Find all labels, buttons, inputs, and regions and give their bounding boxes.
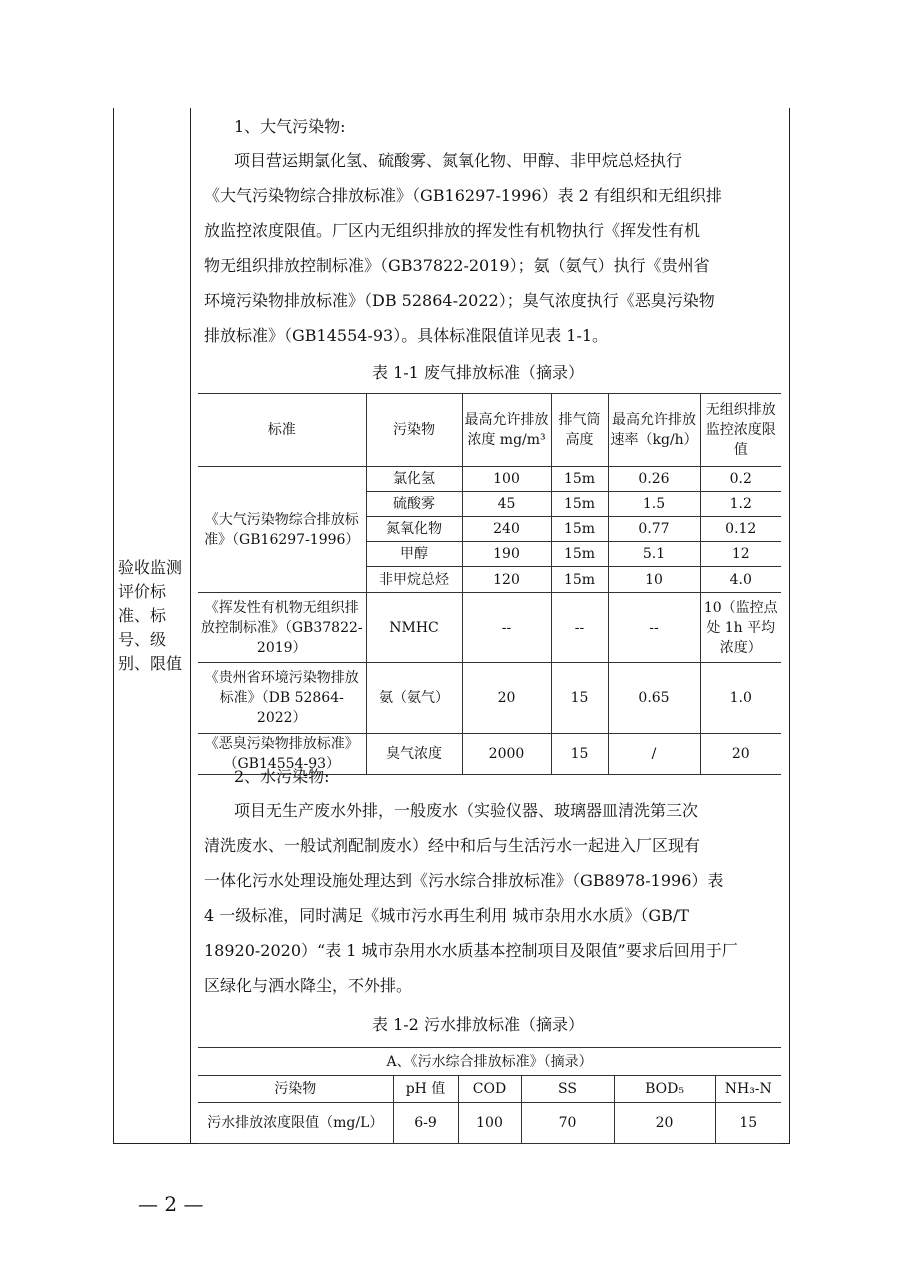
table-cell: 甲醇: [366, 542, 462, 567]
paragraph-line: 排放标准》（GB14554-93）。具体标准限值详见表 1-1。: [204, 326, 609, 345]
column-divider: [190, 108, 191, 1143]
column-header: NH₃-N: [715, 1076, 781, 1103]
standard-cell: 《大气污染物综合排放标准》（GB16297-1996）: [198, 467, 366, 593]
table-cell: 15m: [551, 567, 608, 593]
table-cell: 0.26: [608, 467, 700, 492]
table-cell: 1.2: [700, 492, 781, 517]
standard-cell: 《恶臭污染物排放标准》（GB14554-93）: [198, 734, 366, 775]
table-cell: 氨（氨气）: [366, 663, 462, 734]
table-cell: 10（监控点处 1h 平均浓度）: [700, 593, 781, 663]
table-row: [198, 663, 781, 734]
table-cell: --: [462, 593, 551, 663]
table-cell: 0.65: [608, 663, 700, 734]
paragraph-line: 放监控浓度限值。厂区内无组织排放的挥发性有机物执行《挥发性有机: [204, 221, 701, 240]
column-header: COD: [458, 1076, 521, 1103]
table-subtitle: A、《污水综合排放标准》（摘录）: [198, 1048, 781, 1076]
paragraph-line: 环境污染物排放标准》（DB 52864-2022）；臭气浓度执行《恶臭污染物: [204, 291, 715, 310]
table-cell: 20: [462, 663, 551, 734]
table-cell: 100: [458, 1103, 521, 1144]
table-cell: --: [551, 593, 608, 663]
table-cell: 2000: [462, 734, 551, 775]
table-cell: 240: [462, 517, 551, 542]
table-cell: 190: [462, 542, 551, 567]
table-cell: 12: [700, 542, 781, 567]
paragraph-line: 4 一级标准，同时满足《城市污水再生利用 城市杂用水水质》（GB/T: [204, 906, 689, 925]
table-cell: NMHC: [366, 593, 462, 663]
table-cell: 15m: [551, 542, 608, 567]
standard-cell: 《挥发性有机物无组织排放控制标准》（GB37822-2019）: [198, 593, 366, 663]
column-header: 污染物: [198, 1076, 393, 1103]
table-cell: 5.1: [608, 542, 700, 567]
paragraph-line: 一体化污水处理设施处理达到《污水综合排放标准》（GB8978-1996）表: [204, 871, 724, 890]
section-heading-water: 2、水污染物:: [234, 767, 330, 786]
table-row: [198, 593, 781, 663]
table-cell: 15m: [551, 467, 608, 492]
table-cell: 4.0: [700, 567, 781, 593]
table-cell: 100: [462, 467, 551, 492]
row-label: 验收监测评价标准、标号、级别、限值: [118, 558, 183, 673]
table-cell: 20: [700, 734, 781, 775]
column-header: pH 值: [393, 1076, 458, 1103]
table-cell: 非甲烷总烃: [366, 567, 462, 593]
table-cell: 15m: [551, 492, 608, 517]
table-cell: 45: [462, 492, 551, 517]
column-header: 污染物: [366, 394, 462, 467]
table-cell: 污水排放浓度限值（mg/L）: [198, 1103, 393, 1144]
table-caption: 表 1-2 污水排放标准（摘录）: [372, 1015, 584, 1034]
column-header: BOD₅: [614, 1076, 715, 1103]
standard-cell: 《贵州省环境污染物排放标准》（DB 52864-2022）: [198, 663, 366, 734]
table-cell: 0.77: [608, 517, 700, 542]
column-header: SS: [521, 1076, 614, 1103]
table-cell: 臭气浓度: [366, 734, 462, 775]
paragraph-line: 18920-2020）“表 1 城市杂用水水质基本控制项目及限值”要求后回用于厂: [204, 941, 738, 960]
table-cell: 10: [608, 567, 700, 593]
paragraph-line: 物无组织排放控制标准》（GB37822-2019）；氨（氨气）执行《贵州省: [204, 256, 710, 275]
paragraph-line: 项目营运期氯化氢、硫酸雾、氮氧化物、甲醇、非甲烷总烃执行: [234, 151, 683, 170]
paragraph-line: 《大气污染物综合排放标准》（GB16297-1996）表 2 有组织和无组织排: [204, 186, 722, 205]
table-cell: 6-9: [393, 1103, 458, 1144]
table-cell: 120: [462, 567, 551, 593]
table-row: [198, 467, 781, 492]
paragraph-line: 清洗废水、一般试剂配制废水）经中和后与生活污水一起进入厂区现有: [204, 836, 701, 855]
table-cell: 硫酸雾: [366, 492, 462, 517]
exhaust-standard-table: [198, 393, 781, 775]
table-cell: 1.0: [700, 663, 781, 734]
page-number: — 2 —: [138, 1192, 204, 1216]
table-cell: 1.5: [608, 492, 700, 517]
wastewater-standard-table: [198, 1047, 781, 1144]
table-header-row: [198, 394, 781, 467]
table-cell: 20: [614, 1103, 715, 1144]
table-cell: 氮氧化物: [366, 517, 462, 542]
table-cell: 70: [521, 1103, 614, 1144]
column-header: 无组织排放监控浓度限值: [700, 394, 781, 467]
column-header: 标准: [198, 394, 366, 467]
column-header: 排气筒高度: [551, 394, 608, 467]
table-cell: --: [608, 593, 700, 663]
table-cell: 0.2: [700, 467, 781, 492]
column-header: 最高允许排放浓度 mg/m³: [462, 394, 551, 467]
paragraph-line: 区绿化与洒水降尘，不外排。: [204, 976, 413, 995]
table-cell: 15m: [551, 517, 608, 542]
table-cell: 氯化氢: [366, 467, 462, 492]
table-caption: 表 1-1 废气排放标准（摘录）: [372, 363, 584, 382]
table-cell: /: [608, 734, 700, 775]
table-cell: 15: [715, 1103, 781, 1144]
table-cell: 0.12: [700, 517, 781, 542]
column-header: 最高允许排放速率（kg/h）: [608, 394, 700, 467]
table-cell: 15: [551, 734, 608, 775]
table-cell: 15: [551, 663, 608, 734]
paragraph-line: 项目无生产废水外排，一般废水（实验仪器、玻璃器皿清洗第三次: [234, 801, 699, 820]
section-heading-air: 1、大气污染物:: [234, 117, 346, 136]
